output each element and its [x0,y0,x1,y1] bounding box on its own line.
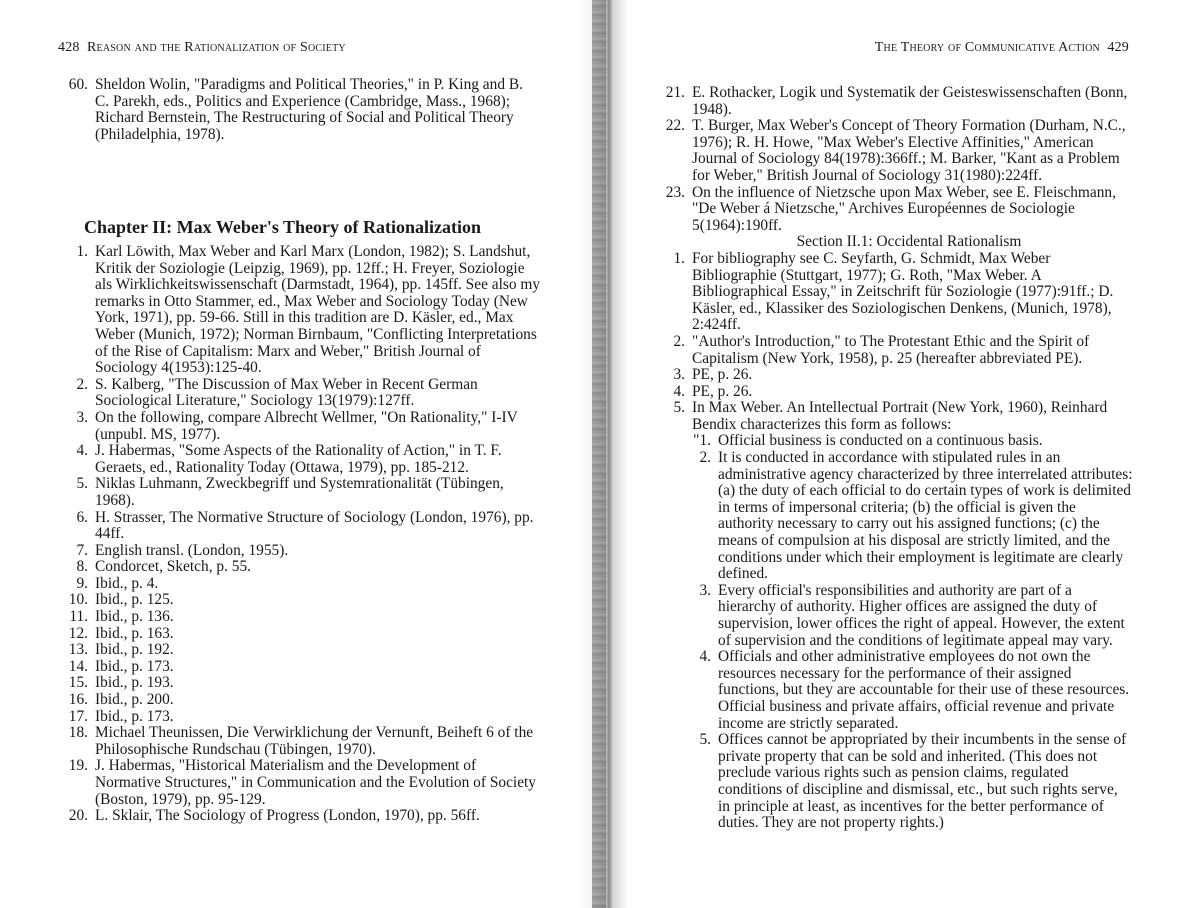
note-text: On the following, compare Albrecht Wellmer, "On Rationality," I-IV (unpubl. MS, 1977). [95,408,518,443]
note-number: 2. [76,375,88,393]
note-number: 17. [68,707,88,725]
note-text: Ibid., p. 4. [95,574,159,592]
note-text: "Author's Introduction," to The Protestant Ethic and the Spirit of Capitalism (New York, 1958), p. 25 (hereafter abbreviated PE). [692,332,1090,367]
bendix-quotation [655,433,1133,831]
endnote [58,675,542,692]
section-notes [655,251,1133,434]
right-notes-continued [655,85,1133,234]
note-number: 21. [665,84,685,101]
note-text: Ibid., p. 192. [95,641,174,659]
right-running-title: The Theory of Communicative Action [874,40,1100,55]
endnote [655,367,1133,384]
endnote [58,592,542,609]
note-text: Ibid., p. 193. [95,674,174,692]
quoted-list-item [655,732,1133,832]
note-text: S. Kalberg, "The Discussion of Max Weber in Recent German Sociological Literature," Sociology 13(1979):127ff. [95,375,478,410]
endnote [655,384,1133,401]
note-number: 16. [68,691,88,709]
note-number: 15. [68,674,88,692]
note-number: 10. [68,591,88,609]
section-heading: Section II.1: Occidental Rationalism [796,233,1022,251]
chapter-title: Chapter II: Max Weber's Theory of Rationalization [84,217,481,237]
left-chapter-notes [58,244,542,825]
note-number: 3. [699,581,711,599]
right-notes [655,85,1133,832]
note-number: 60. [68,76,88,93]
note-text: J. Habermas, "Historical Materialism and the Development of Normative Structures," in Communication and the Evolution of Society (Boston, 1979), pp. 95-129. [95,757,536,808]
note-text: Official business is conducted on a continuous basis. [718,432,1043,450]
note-text: J. Habermas, "Some Aspects of the Rationality of Action," in T. F. Geraets, ed., Rationality Today (Ottawa, 1979), pp. 185-212. [95,442,502,476]
note-text: In Max Weber. An Intellectual Portrait (New York, 1960), Reinhard Bendix characterizes this form as follows: [692,399,1108,433]
note-number: 1. [673,249,685,267]
left-top-notes [58,77,536,143]
note-number: 9. [76,574,88,592]
note-text: Ibid., p. 163. [95,624,174,642]
note-text: Condorcet, Sketch, p. 55. [95,558,252,576]
endnote [58,692,542,709]
endnote [58,476,542,509]
endnote [58,244,542,377]
left-page [0,0,570,908]
note-text: Ibid., p. 200. [95,691,174,709]
note-text: Officials and other administrative employees do not own the resources necessary for the performance of their assigned functions, but they are accountable for their use of these resources. Official business and private affairs, official revenue and private income are strictly separated. [718,648,1130,732]
note-number: 5. [699,731,711,749]
note-number: 18. [68,724,88,742]
left-running-head [58,40,346,56]
endnote [655,251,1133,334]
note-text: Karl Löwith, Max Weber and Karl Marx (London, 1982); S. Landshut, Kritik der Soziologie (Leipzig, 1969), pp. 12ff.; H. Freyer, Soziologie als Wirklichkeitswissenschaft (Darmstadt, 1964), pp. 145ff. See also my remarks in Otto Stammer, ed., Max Weber and Sociology Today (New York, 1971), pp. 59-66. Still in this tradition are D. Käsler, ed., Max Weber (Munich, 1972); Norman Birnbaum, "Conflicting Interpretations of the Rise of Capitalism: Marx and Weber," British Journal of Sociology 4(1953):125-40. [95,243,541,377]
endnote [58,77,536,143]
endnote [58,576,542,593]
note-number: 11. [69,608,88,626]
note-text: Every official's responsibilities and authority are part of a hierarchy of authority. Higher offices are assigned the duty of supervision, lower offices the right of appeal. However, the extent of supervision and the conditions of legitimate appeal may vary. [718,581,1125,649]
endnote [655,400,1133,433]
note-text: Ibid., p. 125. [95,591,174,609]
note-text: Sheldon Wolin, "Paradigms and Political Theories," in P. King and B. C. Parekh, eds., Politics and Experience (Cambridge, Mass., 1968); Richard Bernstein, The Restructuring of Social and Political Theory (Philadelphia, 1978). [95,76,523,143]
note-number: 2. [673,332,685,350]
note-number: 5. [673,399,685,417]
note-number: 14. [68,657,88,675]
note-number: 3. [673,366,685,384]
endnote [58,808,542,825]
note-text: Offices cannot be appropriated by their incumbents in the sense of private property that can be sold and inherited. (This does not preclude various rights such as pension claims, regulated conditions of discipline and dismissal, etc., but such rights serve, in principle at least, as incentives for the better performance of duties. They are not property rights.) [718,731,1127,832]
endnote [58,559,542,576]
quoted-list-item [655,450,1133,583]
note-number: 23. [665,183,685,201]
endnote [58,626,542,643]
note-text: Ibid., p. 173. [95,657,174,675]
right-page-number: 429 [1107,40,1129,55]
note-number: 3. [76,408,88,426]
note-number: 4. [673,382,685,400]
note-text: Ibid., p. 136. [95,608,174,626]
endnote [58,609,542,626]
left-running-title: Reason and the Rationalization of Society [87,40,346,55]
note-text: Niklas Luhmann, Zweckbegriff und Systemrationalität (Tübingen, 1968). [95,475,504,509]
endnote [655,118,1133,184]
right-page [615,0,1193,908]
left-page-number: 428 [58,40,80,55]
endnote [655,85,1133,118]
note-text: L. Sklair, The Sociology of Progress (London, 1970), pp. 56ff. [95,807,480,825]
note-number: 22. [665,117,685,135]
endnote [58,443,542,476]
quoted-list-item [655,433,1133,450]
note-text: It is conducted in accordance with stipulated rules in an administrative agency characterized by three interrelated attributes: (a) the duty of each official to do certain types of work is delimited in terms of impersonal criteria; (b) the official is given the authority necessary to carry out his assigned functions; (c) the means of compulsion at his disposal are strictly limited, and the conditions under which their employment is legitimate are clearly defined. [718,449,1133,583]
note-text: PE, p. 26. [692,382,753,400]
book-spine-shadow [592,0,606,908]
note-number: 20. [68,807,88,825]
endnote [655,185,1133,235]
note-number: 1. [76,243,88,260]
note-number: 12. [68,624,88,642]
note-number: 4. [699,648,711,666]
note-text: H. Strasser, The Normative Structure of Sociology (London, 1976), pp. 44ff. [95,508,534,543]
note-text: English transl. (London, 1955). [95,541,289,559]
endnote [58,543,542,560]
endnote [58,410,542,443]
endnote [58,377,542,410]
endnote [58,659,542,676]
note-number: 4. [76,442,88,460]
endnote [58,510,542,543]
endnote [58,758,542,808]
note-text: PE, p. 26. [692,366,753,384]
endnote [58,725,542,758]
quoted-list-item [655,649,1133,732]
endnote [58,642,542,659]
right-running-head [875,40,1129,56]
quoted-list-item [655,583,1133,649]
note-text: T. Burger, Max Weber's Concept of Theory Formation (Durham, N.C., 1976); R. H. Howe, "Max Weber's Elective Affinities," American Journal of Sociology 84(1978):366ff.; M. Barker, "Kant as a Problem for Weber," British Journal of Sociology 31(1980):224ff. [692,117,1126,184]
endnote [58,709,542,726]
note-number: 5. [76,475,88,493]
endnote [655,334,1133,367]
note-number: 19. [68,757,88,775]
note-number: 7. [76,541,88,559]
note-text: For bibliography see C. Seyfarth, G. Schmidt, Max Weber Bibliographie (Stuttgart, 1977); G. Roth, "Max Weber. A Bibliographical Essay," in Zeitschrift für Soziologie (1977):91ff.; D. Käsler, ed., Klassiker des Soziologischen Denkens, (Munich, 1978), 2:424ff. [692,249,1114,334]
note-number: 2. [699,449,711,467]
note-number: 8. [76,558,88,576]
note-text: On the influence of Nietzsche upon Max Weber, see E. Fleischmann, "De Weber á Nietzsche," Archives Européennes de Sociologie 5(1964):190ff. [692,183,1116,234]
note-number: 13. [68,641,88,659]
note-number: 6. [76,508,88,526]
note-text: Ibid., p. 173. [95,707,174,725]
note-text: E. Rothacker, Logik und Systematik der Geisteswissenschaften (Bonn, 1948). [692,84,1128,118]
note-number: "1. [693,432,711,450]
note-text: Michael Theunissen, Die Verwirklichung der Vernunft, Beiheft 6 of the Philosophische Rundschau (Tübingen, 1970). [95,724,534,758]
